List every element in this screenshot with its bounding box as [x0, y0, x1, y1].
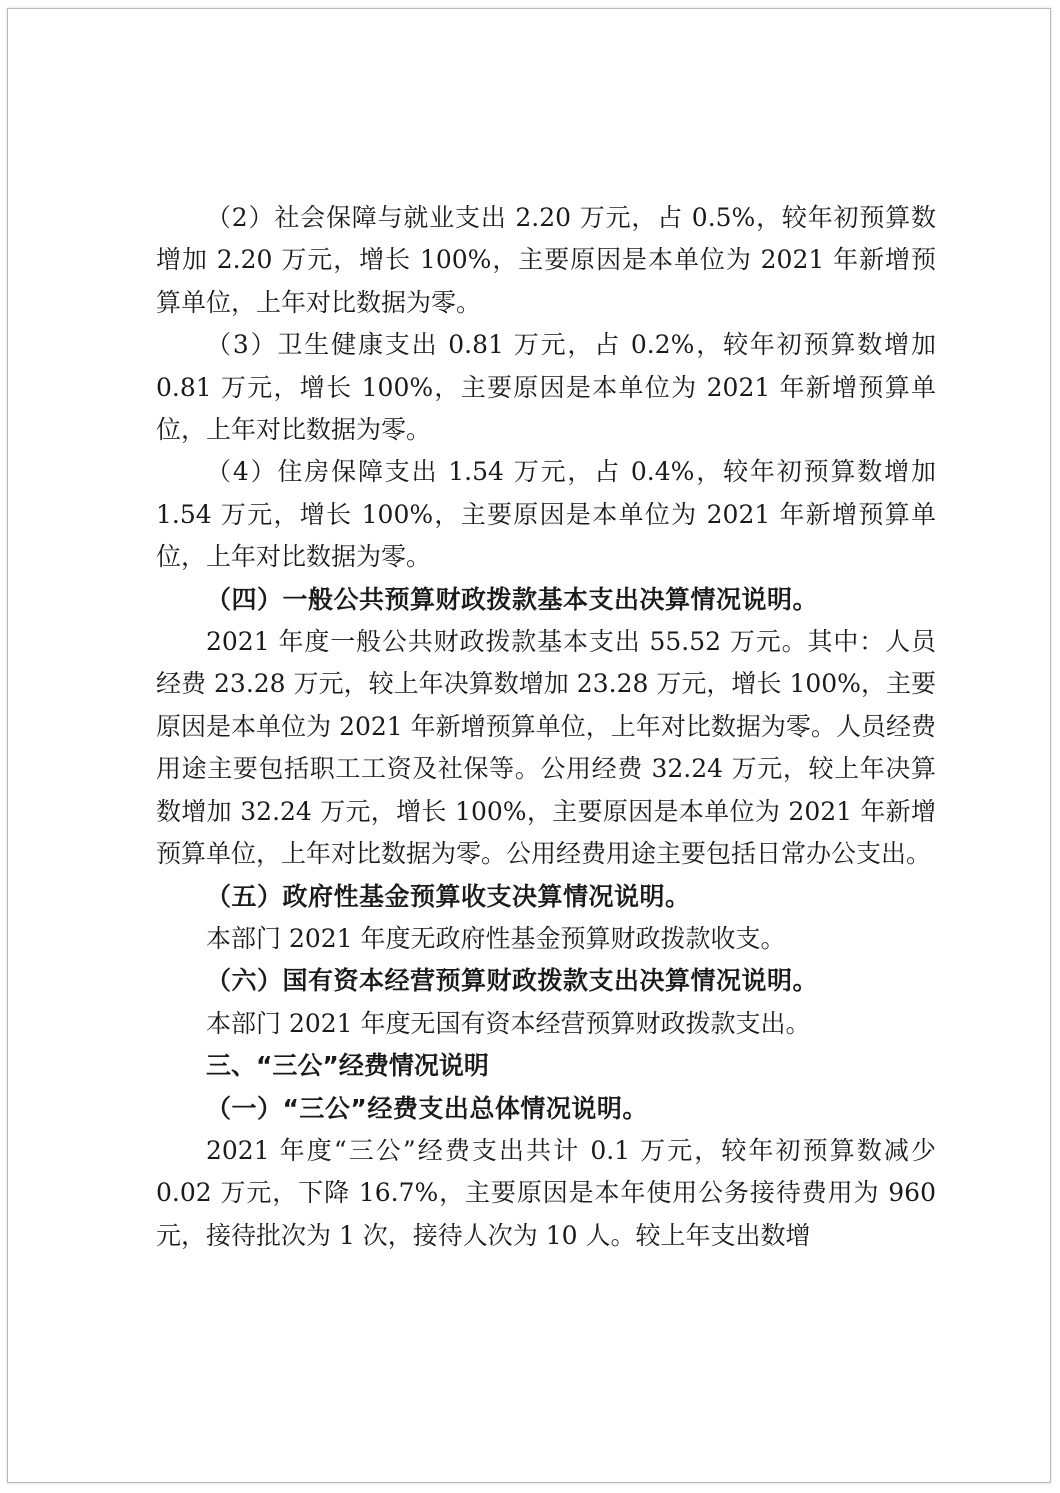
document-body: [156, 197, 936, 1257]
paragraph-basic-expenditure: 2021 年度一般公共财政拨款基本支出 55.52 万元。其中：人员经费 23.28 万元，较上年决算数增加 23.28 万元，增长 100%，主要原因是本单位为 2021 年新增预算单位，上年对比数据为零。人员经费用途主要包括职工工资及社保等。公用经费 32.24 万元，较上年决算数增加 32.24 万元，增长 100%，主要原因是本单位为 2021 年新增预算单位，上年对比数据为零。公用经费用途主要包括日常办公支出。: [156, 627, 936, 869]
paragraph-three-public-overview: 2021 年度“三公”经费支出共计 0.1 万元，较年初预算数减少 0.02 万元，下降 16.7%，主要原因是本年使用公务接待费用为 960 元，接待批次为 1 次，接待人次为 10 人。较上年支出数增: [156, 1135, 936, 1250]
paragraph-health: （3）卫生健康支出 0.81 万元，占 0.2%，较年初预算数增加 0.81 万元，增长 100%，主要原因是本单位为 2021 年新增预算单位，上年对比数据为零。: [156, 330, 936, 445]
document-page: [7, 8, 1051, 1483]
heading-government-fund: （五）政府性基金预算收支决算情况说明。: [206, 881, 691, 911]
section-title-three-public: 三、“三公”经费情况说明: [206, 1051, 489, 1081]
paragraph-social-security: （2）社会保障与就业支出 2.20 万元，占 0.5%，较年初预算数增加 2.20 万元，增长 100%，主要原因是本单位为 2021 年新增预算单位，上年对比数据为零。: [156, 203, 936, 317]
heading-basic-expenditure: （四）一般公共预算财政拨款基本支出决算情况说明。: [206, 584, 819, 614]
paragraph-government-fund: 本部门 2021 年度无政府性基金预算财政拨款收支。: [206, 923, 786, 953]
paragraph-housing: （4）住房保障支出 1.54 万元，占 0.4%，较年初预算数增加 1.54 万元，增长 100%，主要原因是本单位为 2021 年新增预算单位，上年对比数据为零。: [156, 457, 936, 572]
paragraph-state-capital: 本部门 2021 年度无国有资本经营预算财政拨款支出。: [206, 1008, 811, 1038]
heading-state-capital: （六）国有资本经营预算财政拨款支出决算情况说明。: [206, 966, 819, 996]
heading-three-public-overview: （一）“三公”经费支出总体情况说明。: [206, 1093, 648, 1123]
